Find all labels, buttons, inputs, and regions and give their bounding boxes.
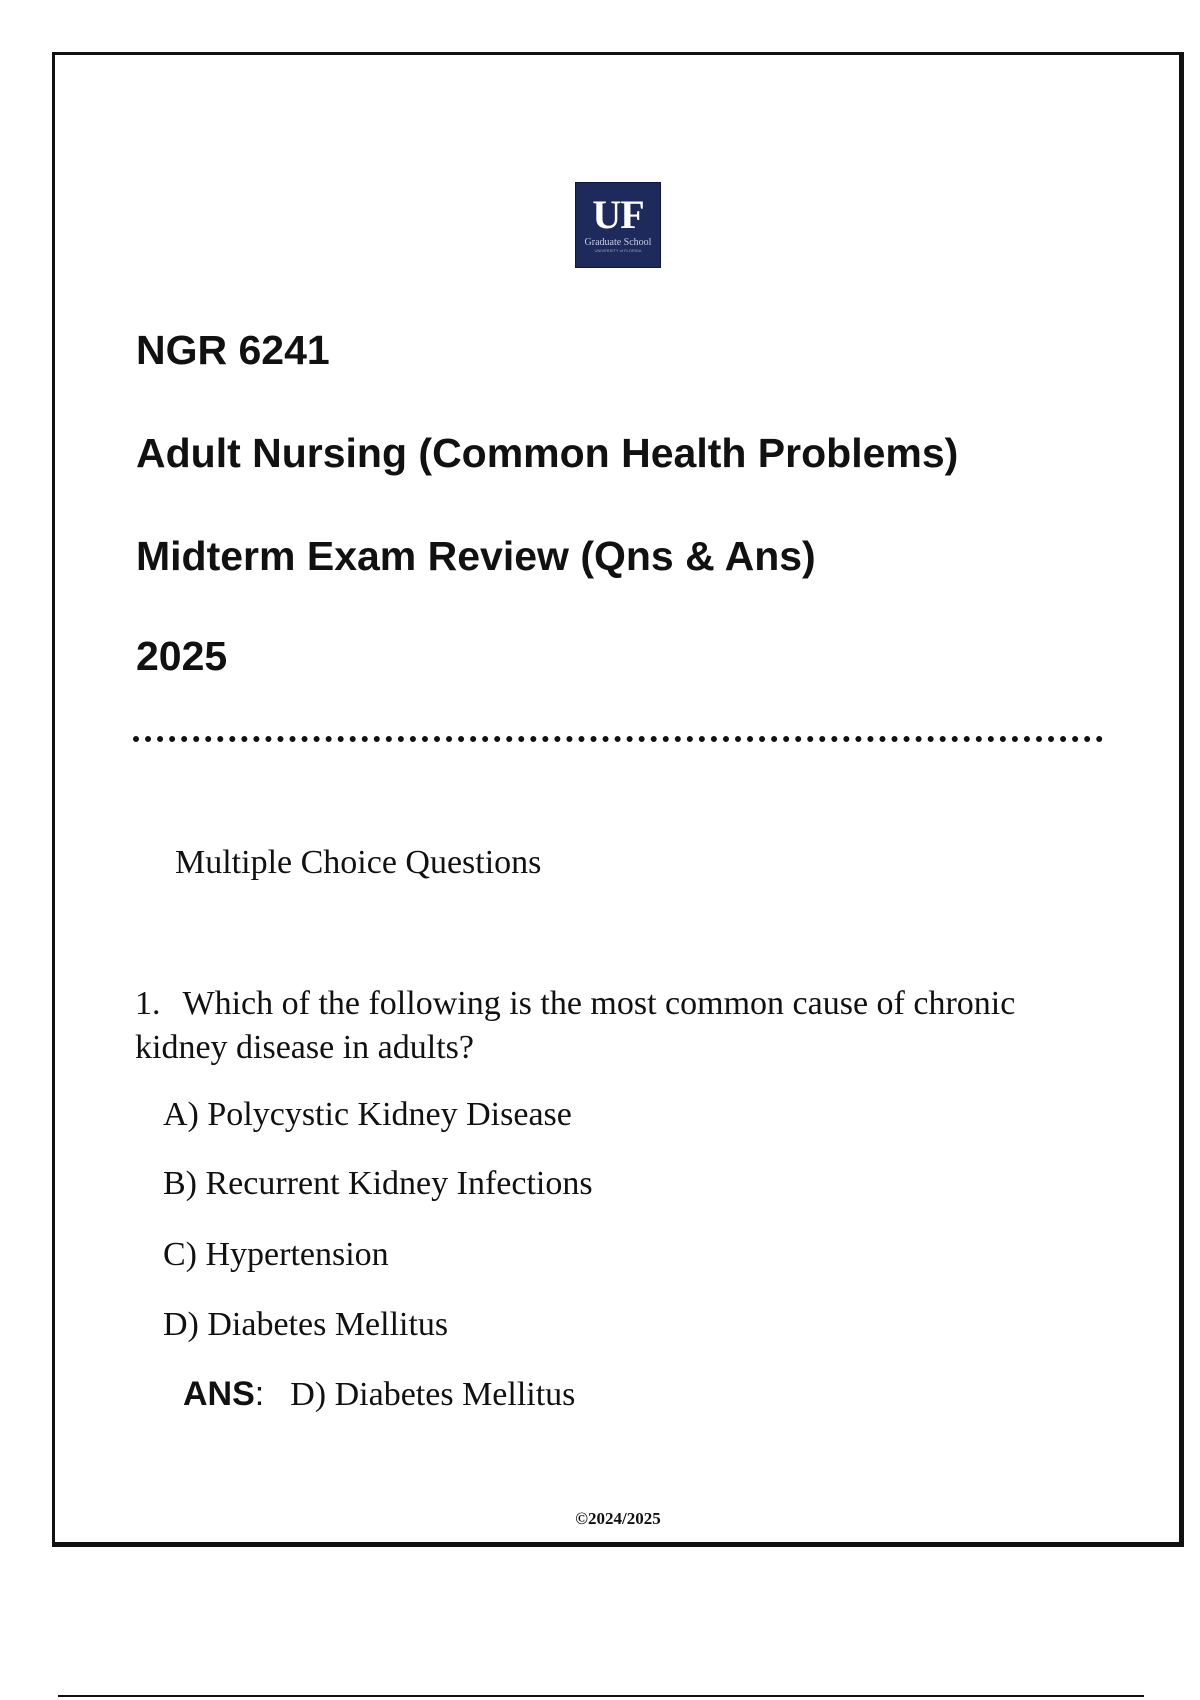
option-c: C) Hypertension [163,1236,389,1273]
option-a: A) Polycystic Kidney Disease [163,1096,572,1133]
bottom-divider [58,1695,1144,1697]
document-title: Midterm Exam Review (Qns & Ans) [136,533,816,579]
answer-line [183,1374,575,1415]
question-text: Which of the following is the most common cause of chronic kidney disease in adults? [135,985,1016,1066]
section-title: Multiple Choice Questions [175,844,542,881]
logo-wordmark: UF [592,192,644,237]
logo-subtitle: Graduate School [584,237,652,248]
answer-colon: : [254,1375,265,1413]
question-1 [135,982,1095,1070]
option-b: B) Recurrent Kidney Infections [163,1165,593,1202]
logo-tagline: UNIVERSITY of FLORIDA [594,248,642,253]
copyright-notice: ©2024/2025 [575,1509,661,1528]
answer-label: ANS [183,1375,255,1413]
option-d: D) Diabetes Mellitus [163,1306,449,1343]
course-code: NGR 6241 [136,327,330,373]
question-number: 1. [135,985,161,1022]
dotted-divider [133,736,1103,742]
course-title: Adult Nursing (Common Health Problems) [136,430,959,476]
uf-graduate-school-logo [575,182,661,268]
answer-text: D) Diabetes Mellitus [290,1376,576,1413]
document-year: 2025 [136,633,228,679]
